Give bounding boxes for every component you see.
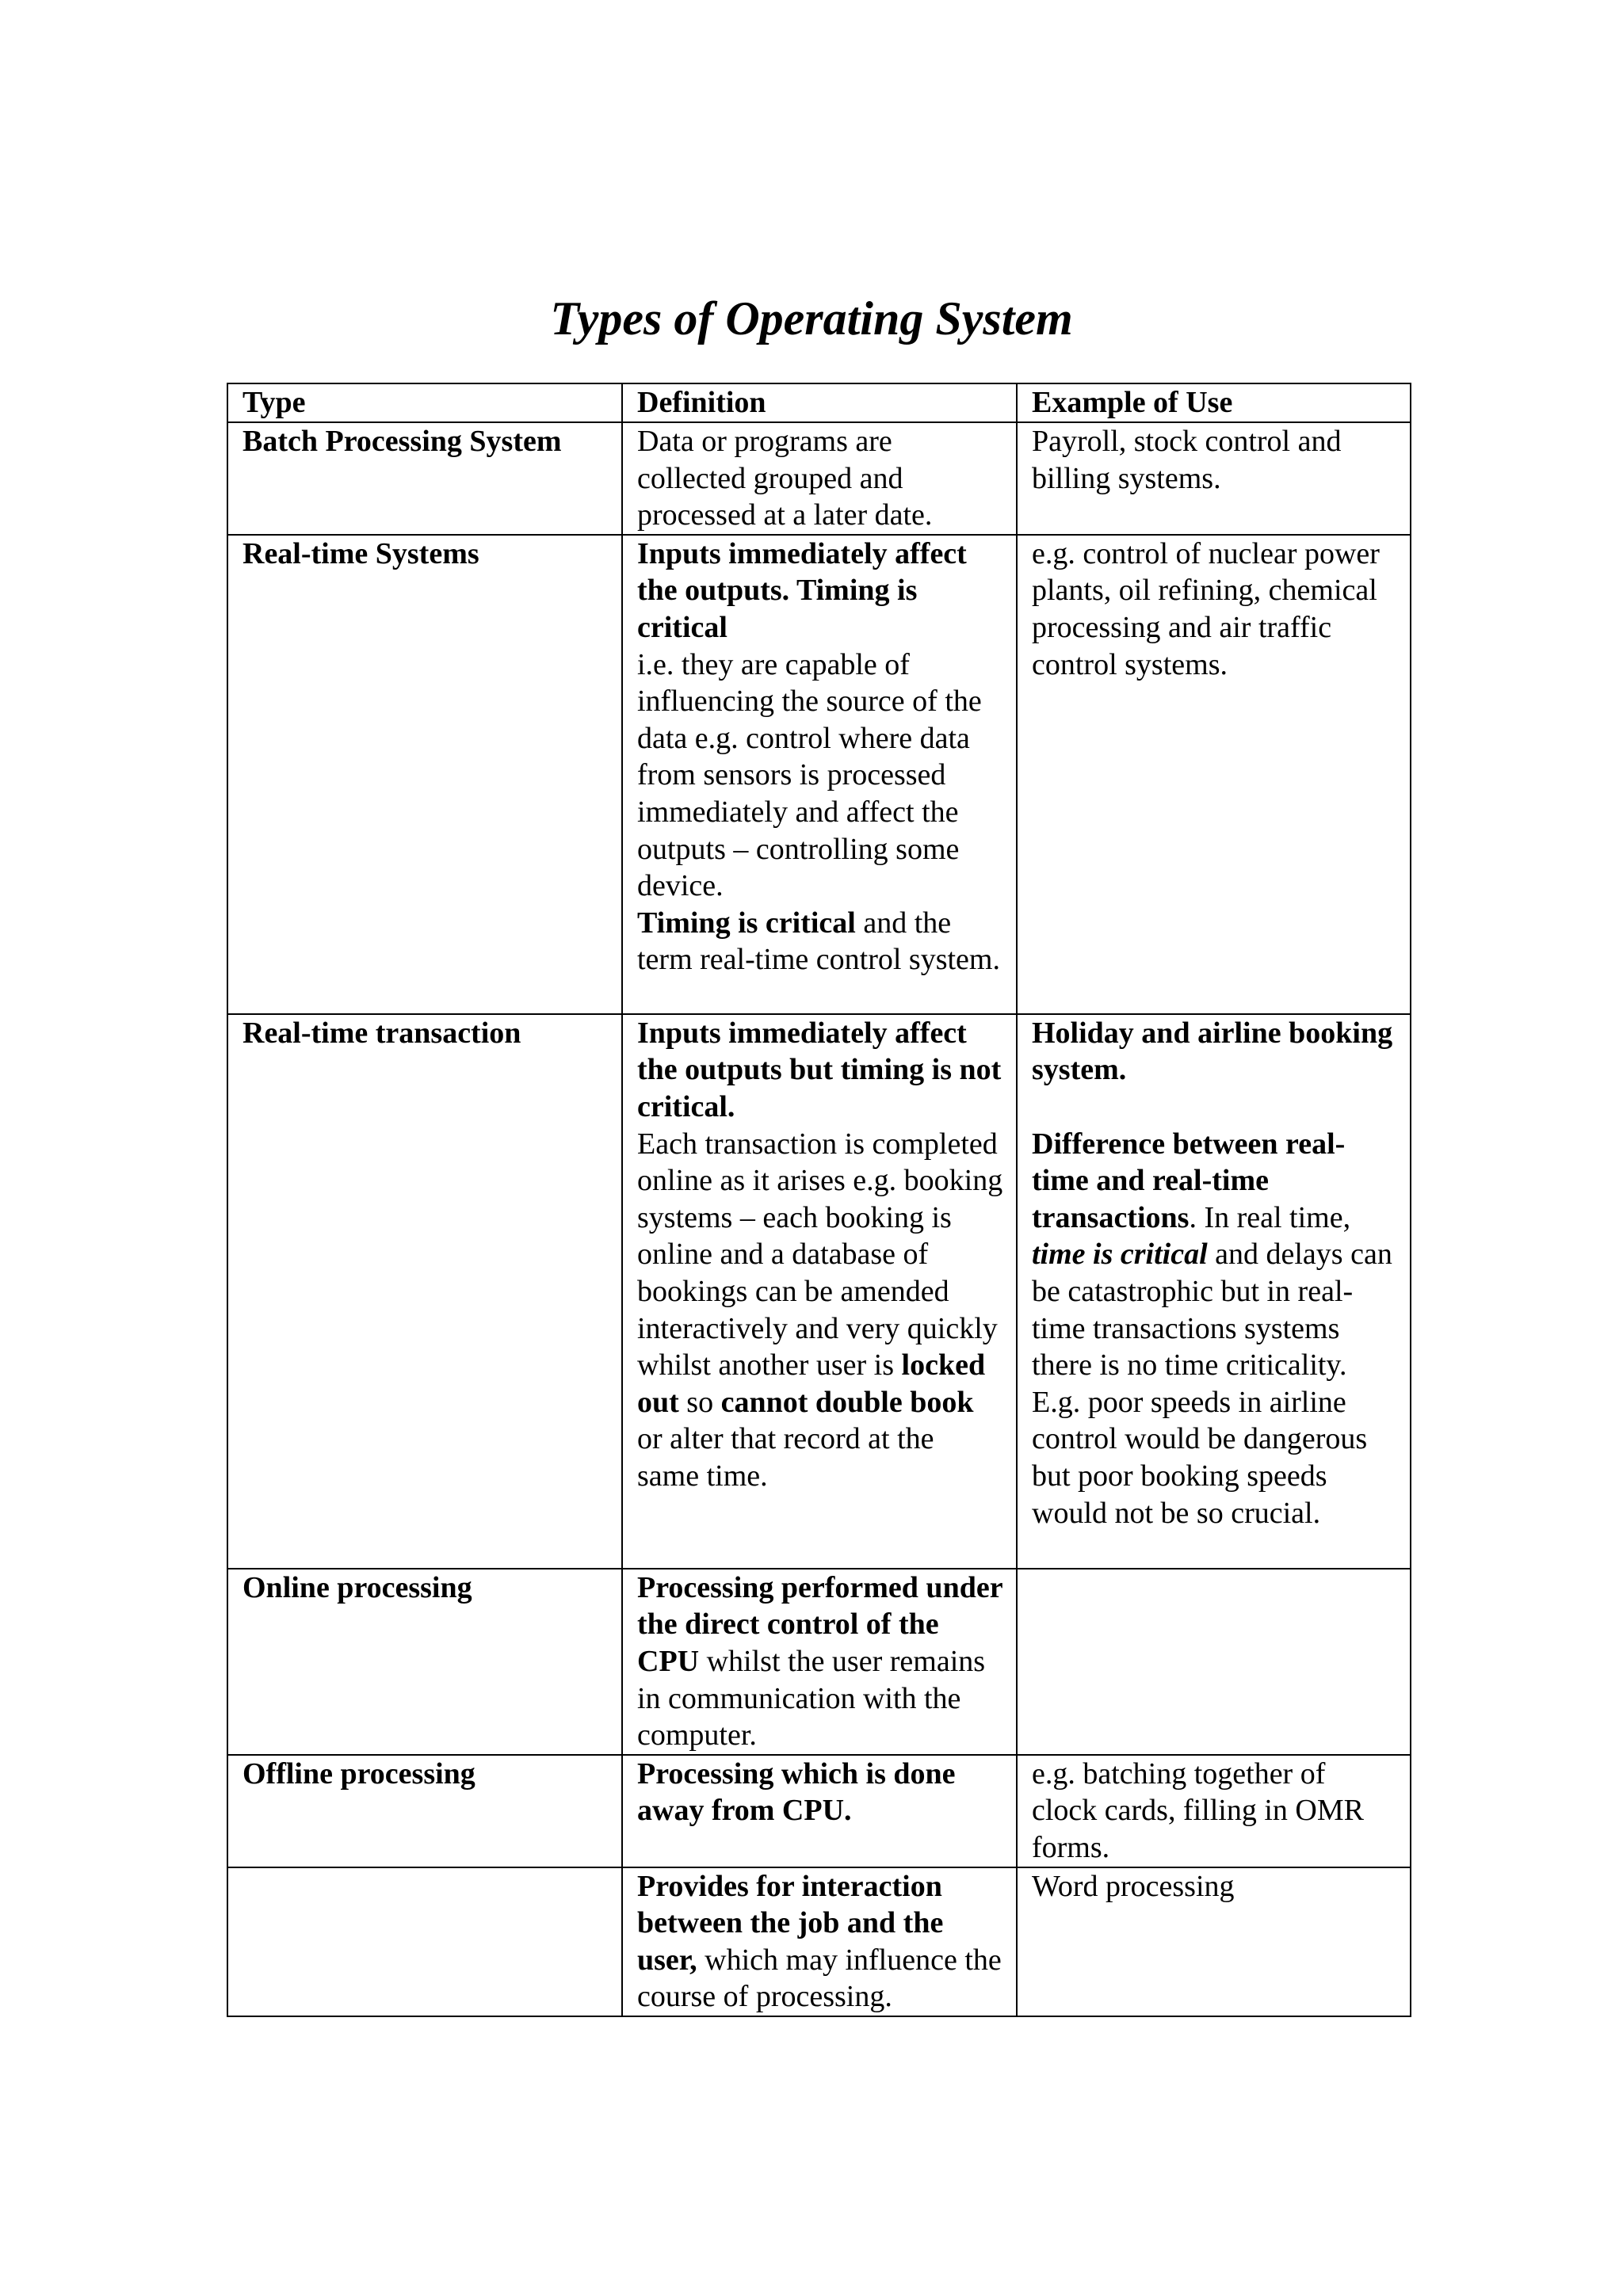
definition-cell — [622, 535, 1017, 1014]
table-header-row — [227, 383, 1411, 422]
table-row-batch — [227, 422, 1411, 535]
definition-cell — [622, 1755, 1017, 1867]
definition-text: whilst the user remains in communication with the computer. — [637, 1644, 986, 1753]
page-title: Types of Operating System — [550, 292, 1073, 345]
definition-text: i.e. they are capable of influencing the source of the data e.g. control where data from sensors is processed immediately and affect the outputs – controlling some device. — [637, 647, 982, 903]
definition-text: or alter that record at the same time. — [637, 1422, 934, 1493]
example-cell — [1017, 1755, 1411, 1867]
example-text: . In real time, — [1189, 1200, 1351, 1234]
example-cell — [1017, 1014, 1411, 1569]
table-row-realtime-transaction — [227, 1014, 1411, 1569]
definition-bold: Inputs immediately affect the outputs but timing is not critical. — [637, 1016, 1002, 1123]
table-row-realtime-systems — [227, 535, 1411, 1014]
definition-bold: Processing which is done away from CPU. — [637, 1756, 956, 1828]
definition-bold: Provides for interaction between the job and the user, — [637, 1869, 944, 1977]
type-cell: Batch Processing System — [227, 422, 622, 535]
definition-bold: Timing is critical — [637, 906, 856, 940]
definition-text: which may influence the course of processing. — [637, 1943, 1002, 2014]
definition-cell — [622, 1014, 1017, 1569]
definition-text: Each transaction is completed online as it arises e.g. booking systems – each booking is online and a database of bookings can be amended interactively and very quickly whilst another user is — [637, 1127, 1003, 1383]
example-cell — [1017, 1867, 1411, 2016]
definition-bold: Processing performed under the direct control of the CPU — [637, 1570, 1002, 1678]
definition-text: Data or programs are collected grouped and processed at a later date. — [637, 425, 933, 532]
table-row-interactive — [227, 1867, 1411, 2016]
definition-cell — [622, 422, 1017, 535]
definition-bold: cannot double book — [720, 1385, 974, 1419]
header-definition: Definition — [622, 383, 1017, 422]
header-type: Type — [227, 383, 622, 422]
paragraph-gap — [1032, 1089, 1397, 1126]
type-cell: Online processing — [227, 1569, 622, 1755]
definition-bold: locked out — [637, 1348, 986, 1419]
type-cell: Offline processing — [227, 1755, 622, 1867]
example-text: Word processing — [1032, 1869, 1235, 1903]
example-text: e.g. batching together of clock cards, filling in OMR forms. — [1032, 1756, 1364, 1864]
example-bold: Holiday and airline booking system. — [1032, 1016, 1393, 1087]
example-cell — [1017, 535, 1411, 1014]
type-cell: Real-time Systems — [227, 535, 622, 1014]
os-types-table — [227, 383, 1411, 2017]
type-cell — [227, 1867, 622, 2016]
definition-bold: Inputs immediately affect the outputs. Timing is critical — [637, 536, 967, 644]
example-cell — [1017, 1569, 1411, 1755]
definition-text: so — [678, 1385, 721, 1419]
table-row-online — [227, 1569, 1411, 1755]
example-cell — [1017, 422, 1411, 535]
example-bold-italic: time is critical — [1032, 1238, 1208, 1272]
table-row-offline — [227, 1755, 1411, 1867]
type-cell: Real-time transaction — [227, 1014, 622, 1569]
example-bold: Difference between real-time and real-time transactions — [1032, 1127, 1346, 1234]
definition-text: and the term real-time control system. — [637, 906, 1000, 977]
definition-cell — [622, 1569, 1017, 1755]
example-text: Payroll, stock control and billing systems. — [1032, 425, 1342, 495]
example-text: e.g. control of nuclear power plants, oil refining, chemical processing and air traffic control systems. — [1032, 536, 1380, 681]
example-text: and delays can be catastrophic but in real-time transactions systems there is no time criticality. E.g. poor speeds in airline control would be dangerous but poor booking speeds would not be so crucial. — [1032, 1238, 1392, 1530]
header-example: Example of Use — [1017, 383, 1411, 422]
definition-cell — [622, 1867, 1017, 2016]
